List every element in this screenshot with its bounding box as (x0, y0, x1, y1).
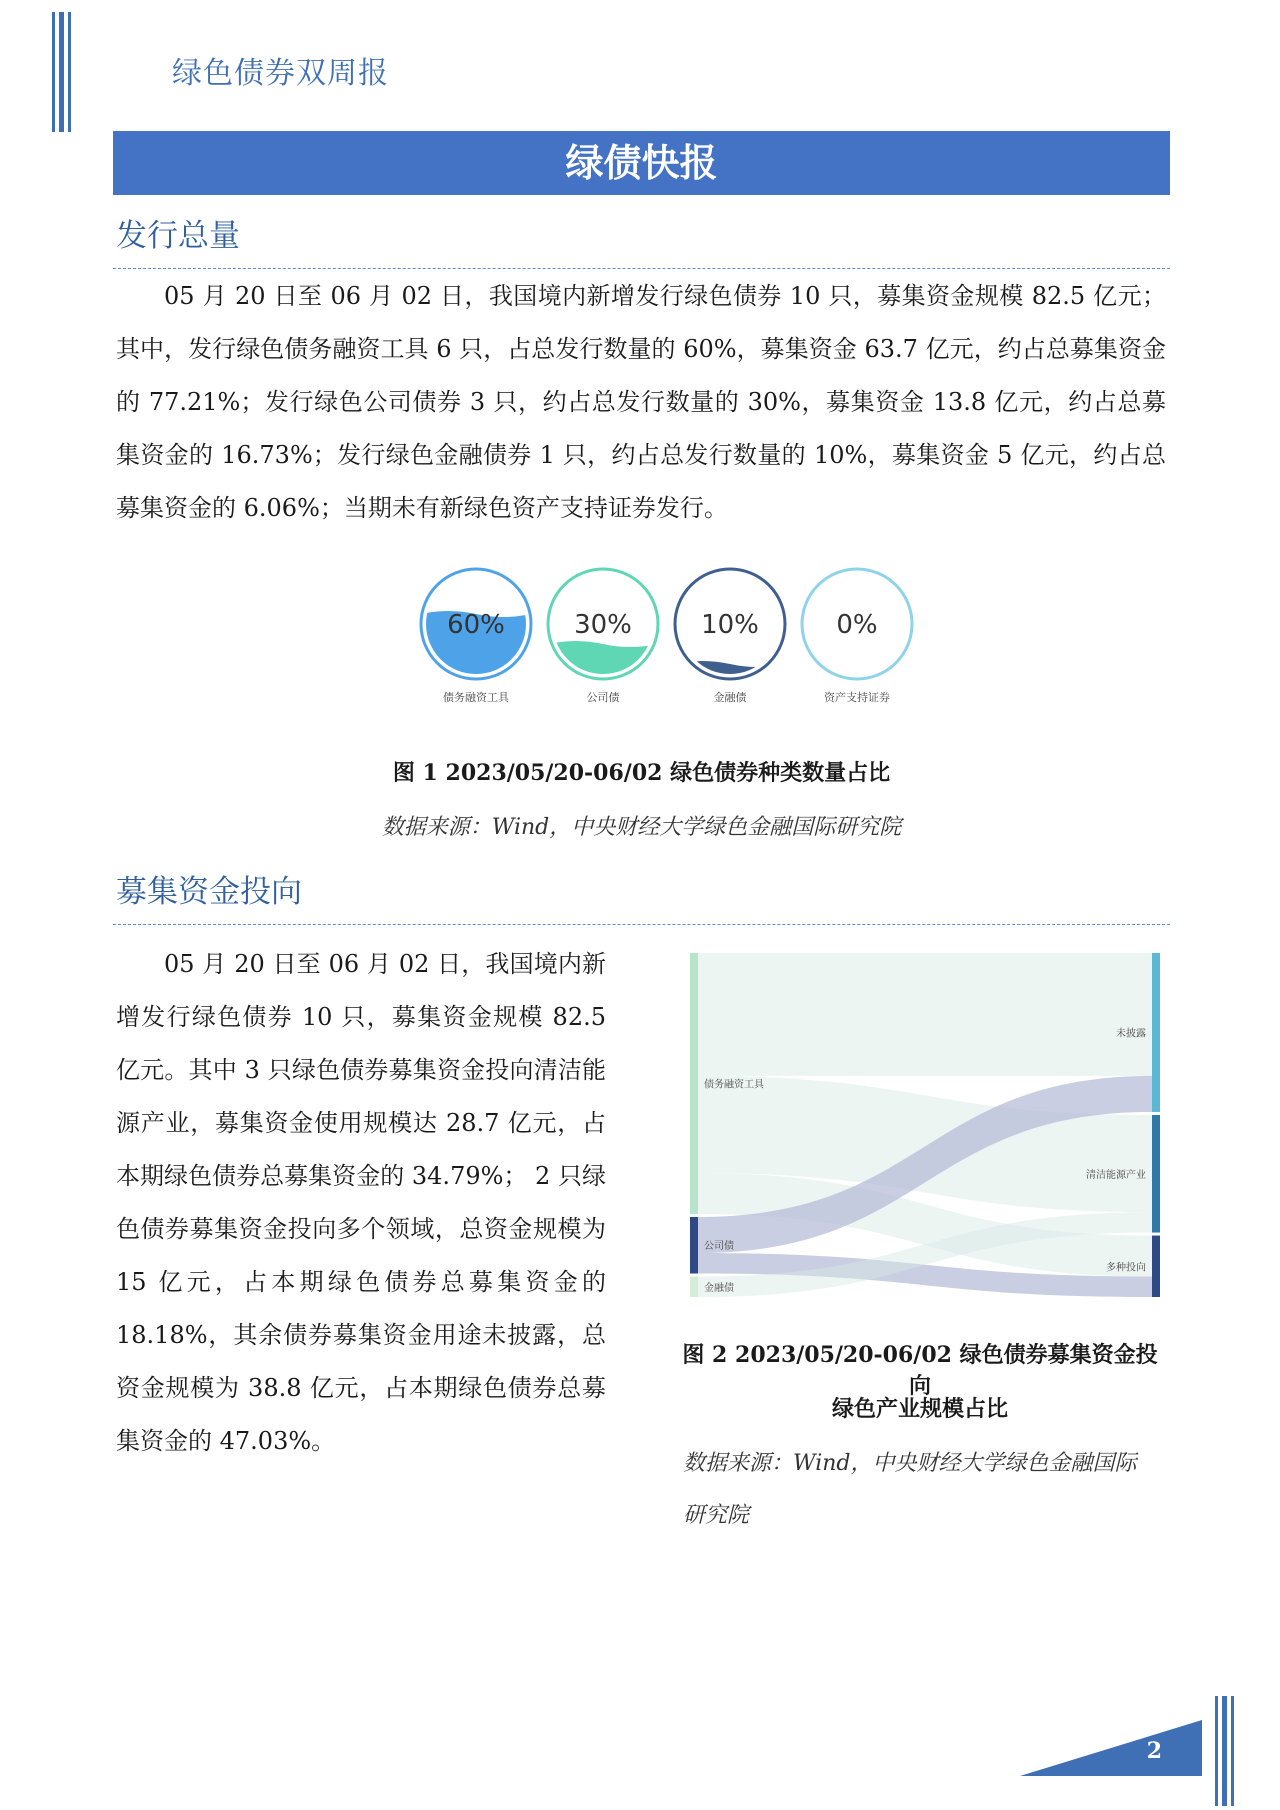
page-number: 2 (1146, 1738, 1162, 1764)
gauge-fill (548, 641, 658, 679)
sankey-source-label: 金融债 (704, 1282, 734, 1294)
gauge-label: 债务融资工具 (443, 691, 509, 704)
sankey-chart (690, 950, 1160, 1300)
gauge-3 (802, 569, 912, 704)
gauge-label: 金融债 (713, 691, 747, 704)
figure2-source-line1: 数据来源：Wind，中央财经大学绿色金融国际 (683, 1451, 1137, 1476)
footer-decor (1010, 1690, 1280, 1810)
gauge-value: 30% (574, 610, 632, 640)
sankey-target-label: 未披露 (1116, 1028, 1146, 1040)
sankey-target-label: 多种投向 (1106, 1262, 1146, 1274)
use-of-proceeds-text: 05 月 20 日至 06 月 02 日，我国境内新增发行绿色债券 10 只，募集资金规模 82.5 亿元。其中 3 只绿色债券募集资金投向清洁能源产业，募集资金使用规模达 28.7 亿元，占本期绿色债券总募集资金的 34.79%； 2 只绿色债券募集资金投向多个领域，总资金规模为 15 亿元，占本期绿色债券总募集资金的 18.18%，其余债券募集资金用途未披露，总资金规模为 38.8 亿元，占本期绿色债券总募集资金的 47.03%。 (116, 950, 606, 1455)
figure2-caption-line2: 绿色产业规模占比 (831, 1396, 1008, 1422)
gauge-label: 资产支持证券 (824, 691, 890, 704)
sankey-source-node (690, 953, 698, 1214)
sankey-source-label: 债务融资工具 (704, 1079, 764, 1091)
gauge-label: 公司债 (586, 691, 620, 704)
divider (113, 268, 1170, 269)
decor-stripe (1231, 1696, 1234, 1806)
decor-stripe (59, 12, 64, 132)
sankey-source-node (690, 1217, 698, 1274)
issuance-paragraph (116, 270, 1166, 535)
gauge-chart (400, 560, 940, 710)
gauge-value: 10% (701, 610, 759, 640)
sankey-source-label: 公司债 (704, 1241, 734, 1253)
figure2-source-line2: 研究院 (683, 1503, 750, 1528)
footer-triangle (1020, 1720, 1202, 1776)
figure1-source: 数据来源：Wind，中央财经大学绿色金融国际研究院 (381, 815, 902, 840)
sankey-target-label: 清洁能源产业 (1086, 1169, 1146, 1181)
section-title-issuance: 发行总量 (116, 218, 240, 254)
issuance-text: 05 月 20 日至 06 月 02 日，我国境内新增发行绿色债券 10 只，募集资金规模 82.5 亿元；其中，发行绿色债务融资工具 6 只，占总发行数量的 60%，募集资金 63.7 亿元，约占总募集资金的 77.21%；发行绿色公司债券 3 只，约占总发行数量的 30%，募集资金 13.8 亿元，约占总募集资金的 16.73%；发行绿色金融债券 1 只，约占总发行数量的 10%，募集资金 5 亿元，约占总募集资金的 6.06%；当期未有新绿色资产支持证券发行。 (116, 282, 1166, 522)
sankey-target-node (1152, 1115, 1160, 1233)
decor-stripe (1222, 1696, 1227, 1806)
sankey-source-node (690, 1277, 698, 1297)
sankey-target-node (1152, 1236, 1160, 1297)
sankey-target-node (1152, 953, 1160, 1112)
banner-title: 绿债快报 (113, 131, 1170, 195)
decor-stripe (68, 12, 71, 132)
decor-stripe (1215, 1696, 1218, 1806)
gauge-value: 0% (836, 610, 878, 640)
section-title-use-of-proceeds: 募集资金投向 (116, 874, 302, 910)
gauge-value: 60% (447, 610, 505, 640)
gauge-1 (548, 569, 658, 704)
running-title: 绿色债券双周报 (172, 56, 389, 91)
figure2-caption-line1: 图 2 2023/05/20-06/02 绿色债券募集资金投向 (682, 1342, 1158, 1399)
divider (113, 924, 1170, 925)
use-of-proceeds-paragraph (116, 938, 606, 1468)
decor-stripe (52, 12, 55, 132)
sankey-link (698, 953, 1152, 1076)
figure1-caption: 图 1 2023/05/20-06/02 绿色债券种类数量占比 (392, 760, 891, 786)
gauge-2 (675, 569, 785, 704)
gauge-0 (421, 569, 531, 704)
